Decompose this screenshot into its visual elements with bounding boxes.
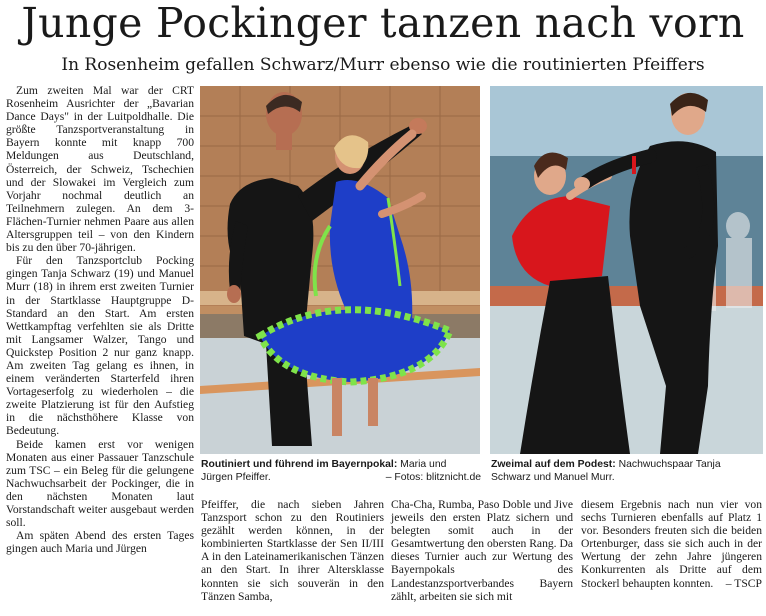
paragraph: Beide kamen erst vor wenigen Monaten aus einer Passauer Tanzschule zum TSC – ein Beleg für die gelungene Nachwuchsarbeit der Pockinger, die in den nächsten Monaten laut Vorstandschaft weiter ausgebaut werden soll. — [6, 437, 194, 530]
caption-text: Nachwuchspaar Tanja Schwarz und Manuel Murr. — [491, 459, 721, 483]
article-column-4 — [581, 498, 762, 590]
headline: Junge Pockinger tanzen nach vorn — [21, 0, 745, 47]
caption-lead: Zweimal auf dem Podest: — [491, 459, 616, 470]
paragraph — [581, 498, 762, 590]
photo-pfeiffer-couple — [200, 86, 480, 454]
photo-schwarz-murr-couple — [490, 86, 763, 454]
photo-caption-2 — [491, 458, 763, 484]
paragraph: Am späten Abend des ersten Tages gingen auch Maria und Jürgen — [6, 529, 194, 556]
article-column-3 — [391, 498, 573, 603]
paragraph: Zum zweiten Mal war der CRT Rosenheim Ausrichter der „Bavarian Dance Days" in der Luitpoldhalle. Die größte Tanzsportveranstaltung in Bayern konnte mit knapp 700 Meldungen aus Deutschland, Österreich, der Schweiz, Tschechien und der Slowakei im Vergleich zum Vorjahr nochmal deutlich an Teilnehmern zulegen. An dem 3-Flächen-Turnier nehmen Paare aus allen Altersgruppen teil – von den Kindern bis zu den über 70-jährigen. — [6, 84, 194, 255]
paragraph-text: diesem Ergebnis nach nun vier von sechs Turnieren ebenfalls auf Platz 1 vor. Besonders freuten sich die beiden Ortenburger, dass sie sich auch in der Wertung der zehn Jahre jüngeren Konkurrenten als Dritte auf dem Stockerl behaupten konnten. — [581, 498, 762, 590]
article-column-1 — [6, 84, 194, 616]
paragraph: Für den Tanzsportclub Pocking gingen Tanja Schwarz (19) und Manuel Murr (18) in ihrem erst zweiten Turnier in der Startklasse Hauptgruppe D-Standard an den Start. Am ersten Wettkampftag verfehlten sie als Dritte mit Langsamer Walzer, Tango und Quickstep Position 2 nur ganz knapp. Am zweiten Tag gelang es ihnen, in einem veränderten Starterfeld ihren Vortageserfolg zu wiederholen – die zweite Platzierung ist für den Aufstieg in die nächsthöhere Klasse von Bedeutung. — [6, 254, 194, 438]
paragraph: Cha-Cha, Rumba, Paso Doble und Jive jeweils den ersten Platz sichern und belegten somit auch in der Gesamtwertung den obersten Rang. Da dieses Turnier auch zur Wertung des Bayernpokals des Landestanzsportverbandes Bayern zählt, arbeiten sie sich mit — [391, 498, 573, 603]
caption-text: Maria und Jürgen Pfeiffer. — [201, 459, 447, 483]
subheadline: In Rosenheim gefallen Schwarz/Murr ebenso wie die routinierten Pfeiffers — [61, 55, 705, 75]
photo-credit: – Fotos: blitznicht.de — [385, 472, 481, 483]
photo-caption-1 — [201, 458, 481, 484]
caption-lead: Routiniert und führend im Bayernpokal: — [201, 459, 398, 470]
author-signoff: – TSCP — [725, 576, 762, 590]
paragraph: Pfeiffer, die nach sieben Jahren Tanzsport schon zu den Routiniers gezählt werden können, in der kombinierten Startklasse der Sen II/III A in den Lateinamerikanischen Tänzen an den Start. In ihrer Altersklasse konnten sie sich souverän in den Tänzen Samba, — [201, 498, 384, 603]
article-column-2 — [201, 498, 384, 603]
